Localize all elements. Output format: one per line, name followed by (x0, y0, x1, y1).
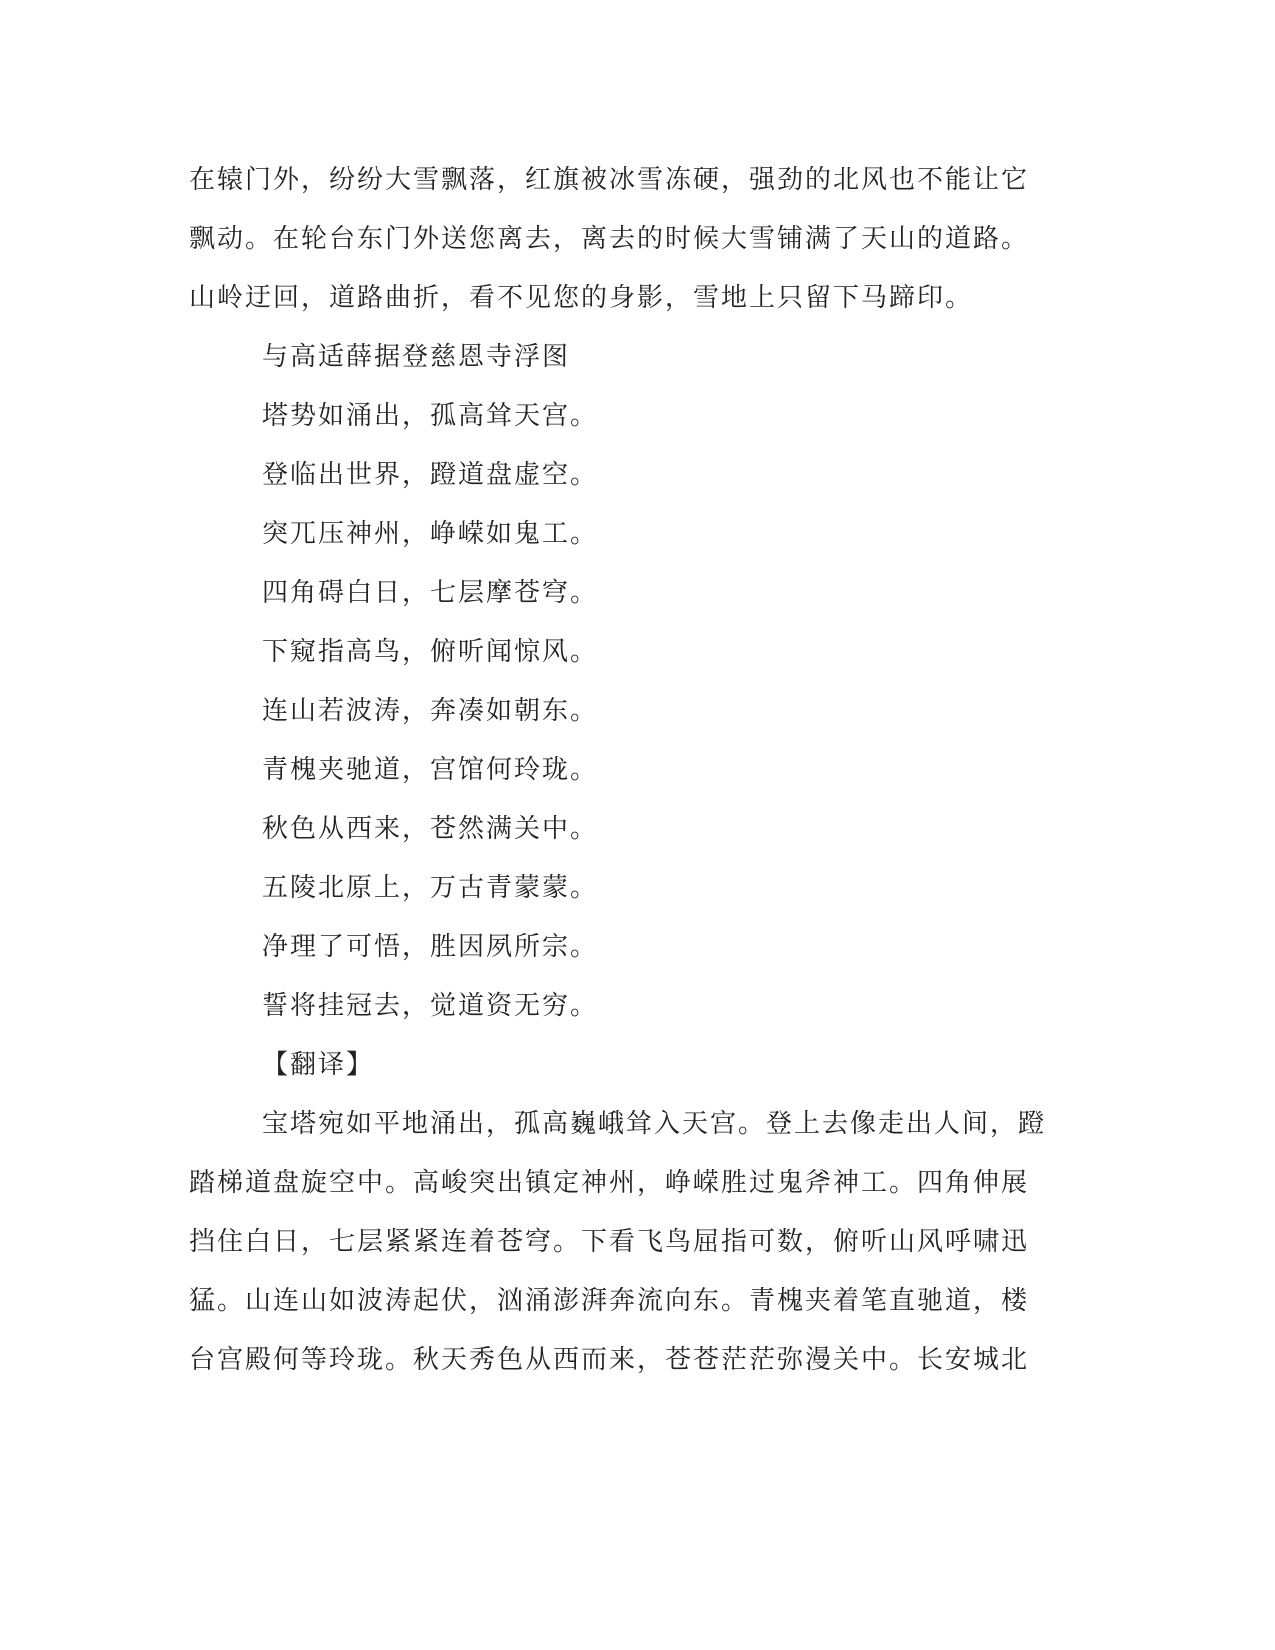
poem-title: 与高适薛据登慈恩寺浮图 (262, 342, 571, 372)
poem-line: 五陵北原上，万古青蒙蒙。 (262, 873, 599, 903)
translation-line: 猛。山连山如波涛起伏，汹涌澎湃奔流向东。青槐夹着笔直驰道，楼 (189, 1286, 1030, 1316)
poem-line: 连山若波涛，奔凑如朝东。 (262, 696, 599, 726)
translation-heading: 【翻译】 (262, 1050, 375, 1080)
translation-line: 台宫殿何等玲珑。秋天秀色从西而来，苍苍茫茫弥漫关中。长安城北 (189, 1345, 1030, 1375)
poem-line: 净理了可悟，胜因夙所宗。 (262, 932, 599, 962)
poem-line: 登临出世界，蹬道盘虚空。 (262, 460, 599, 490)
translation-line: 挡住白日，七层紧紧连着苍穹。下看飞鸟屈指可数，俯听山风呼啸迅 (189, 1227, 1030, 1257)
poem-line: 四角碍白日，七层摩苍穹。 (262, 578, 599, 608)
paragraph-line: 山岭迂回，道路曲折，看不见您的身影，雪地上只留下马蹄印。 (189, 283, 974, 313)
poem-line: 秋色从西来，苍然满关中。 (262, 814, 599, 844)
poem-line: 青槐夹驰道，宫馆何玲珑。 (262, 755, 599, 785)
paragraph-line: 飘动。在轮台东门外送您离去，离去的时候大雪铺满了天山的道路。 (189, 224, 1030, 254)
poem-line: 下窥指高鸟，俯听闻惊风。 (262, 637, 599, 667)
translation-line: 宝塔宛如平地涌出，孤高巍峨耸入天宫。登上去像走出人间，蹬 (262, 1109, 1047, 1139)
translation-line: 踏梯道盘旋空中。高峻突出镇定神州，峥嵘胜过鬼斧神工。四角伸展 (189, 1168, 1030, 1198)
poem-line: 突兀压神州，峥嵘如鬼工。 (262, 519, 599, 549)
paragraph-line: 在辕门外，纷纷大雪飘落，红旗被冰雪冻硬，强劲的北风也不能让它 (189, 165, 1030, 195)
poem-line: 塔势如涌出，孤高耸天宫。 (262, 401, 599, 431)
poem-line: 誓将挂冠去，觉道资无穷。 (262, 991, 599, 1021)
